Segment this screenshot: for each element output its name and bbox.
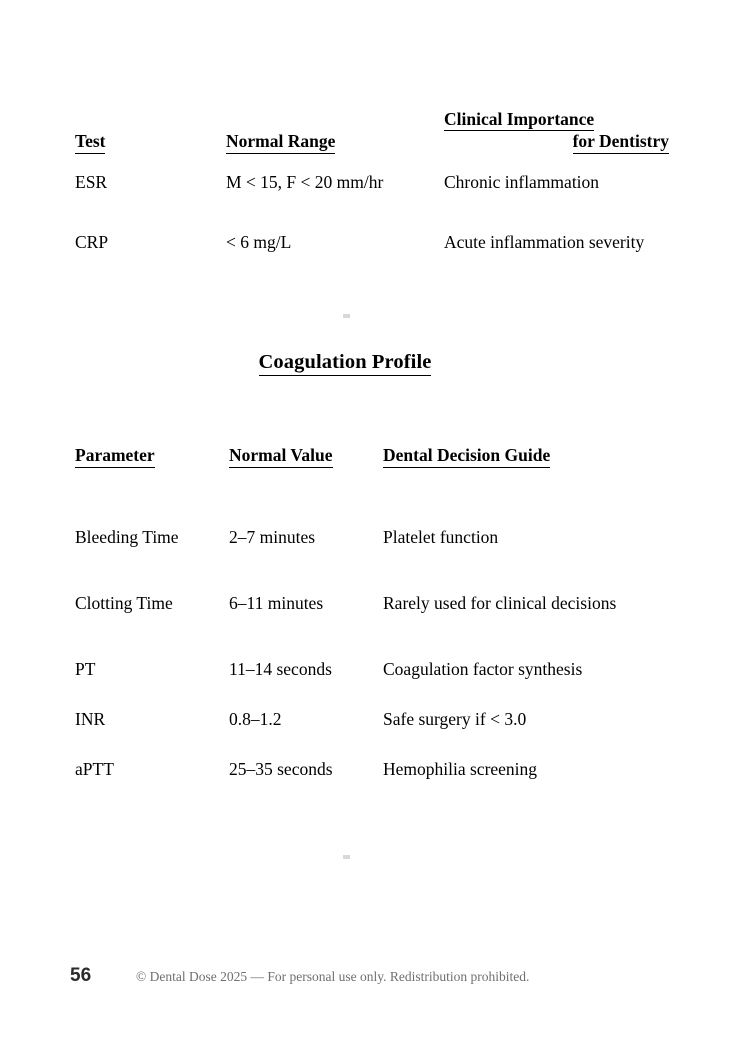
table-row bbox=[75, 468, 675, 563]
column-header-normal-value-label: Normal Value bbox=[229, 445, 333, 468]
column-header-parameter bbox=[75, 428, 229, 468]
column-header-clinical-importance-line2: for Dentistry bbox=[573, 131, 669, 154]
section-separator-mark bbox=[343, 314, 350, 318]
cell-normal-range: < 6 mg/L bbox=[226, 232, 292, 253]
inflammatory-markers-table-body bbox=[75, 154, 675, 274]
column-header-normal-range bbox=[226, 98, 444, 154]
column-header-parameter-label: Parameter bbox=[75, 445, 155, 468]
cell-parameter: aPTT bbox=[75, 759, 114, 780]
column-header-test-label: Test bbox=[75, 131, 105, 154]
table-row bbox=[75, 563, 675, 645]
cell-clinical-importance: Chronic inflammation bbox=[444, 172, 600, 193]
table-row bbox=[75, 745, 675, 795]
column-header-normal-range-label: Normal Range bbox=[226, 131, 335, 154]
cell-test: ESR bbox=[75, 172, 108, 193]
section-heading-coagulation-profile bbox=[0, 350, 690, 376]
cell-normal-value: 0.8–1.2 bbox=[229, 709, 282, 730]
coagulation-profile-table-body bbox=[75, 468, 675, 795]
page-number: 56 bbox=[70, 965, 92, 986]
cell-parameter: Clotting Time bbox=[75, 593, 173, 614]
cell-clinical-importance: Acute inflammation severity bbox=[444, 232, 645, 253]
table-row bbox=[75, 695, 675, 745]
cell-dental-decision-guide: Rarely used for clinical decisions bbox=[383, 593, 617, 614]
cell-normal-value: 2–7 minutes bbox=[229, 527, 316, 548]
cell-normal-value: 11–14 seconds bbox=[229, 659, 332, 680]
cell-normal-value: 25–35 seconds bbox=[229, 759, 333, 780]
inflammatory-markers-table bbox=[75, 98, 675, 274]
page-footer bbox=[0, 965, 747, 999]
cell-test: CRP bbox=[75, 232, 109, 253]
column-header-dental-decision-guide bbox=[383, 428, 675, 468]
section-heading-label: Coagulation Profile bbox=[259, 350, 432, 376]
table-row bbox=[75, 428, 675, 468]
cell-normal-value: 6–11 minutes bbox=[229, 593, 324, 614]
cell-parameter: INR bbox=[75, 709, 106, 730]
cell-dental-decision-guide: Hemophilia screening bbox=[383, 759, 538, 780]
column-header-clinical-importance bbox=[444, 98, 675, 154]
cell-dental-decision-guide: Safe surgery if < 3.0 bbox=[383, 709, 527, 730]
column-header-dental-decision-guide-label: Dental Decision Guide bbox=[383, 445, 550, 468]
table-row bbox=[75, 98, 675, 154]
copyright-notice: © Dental Dose 2025 — For personal use only. Redistribution prohibited. bbox=[136, 969, 530, 984]
section-separator-mark bbox=[343, 855, 350, 859]
column-header-clinical-importance-stack bbox=[444, 109, 675, 154]
cell-normal-range: M < 15, F < 20 mm/hr bbox=[226, 172, 384, 193]
column-header-normal-value bbox=[229, 428, 383, 468]
cell-parameter: Bleeding Time bbox=[75, 527, 179, 548]
table-row bbox=[75, 645, 675, 695]
table-header-row bbox=[75, 428, 675, 468]
cell-dental-decision-guide: Platelet function bbox=[383, 527, 499, 548]
table-row bbox=[75, 212, 675, 274]
column-header-clinical-importance-line1: Clinical Importance bbox=[444, 109, 594, 132]
cell-parameter: PT bbox=[75, 659, 96, 680]
table-header-row bbox=[75, 98, 675, 154]
table-row bbox=[75, 154, 675, 212]
column-header-test bbox=[75, 98, 226, 154]
cell-dental-decision-guide: Coagulation factor synthesis bbox=[383, 659, 583, 680]
coagulation-profile-table bbox=[75, 428, 675, 795]
